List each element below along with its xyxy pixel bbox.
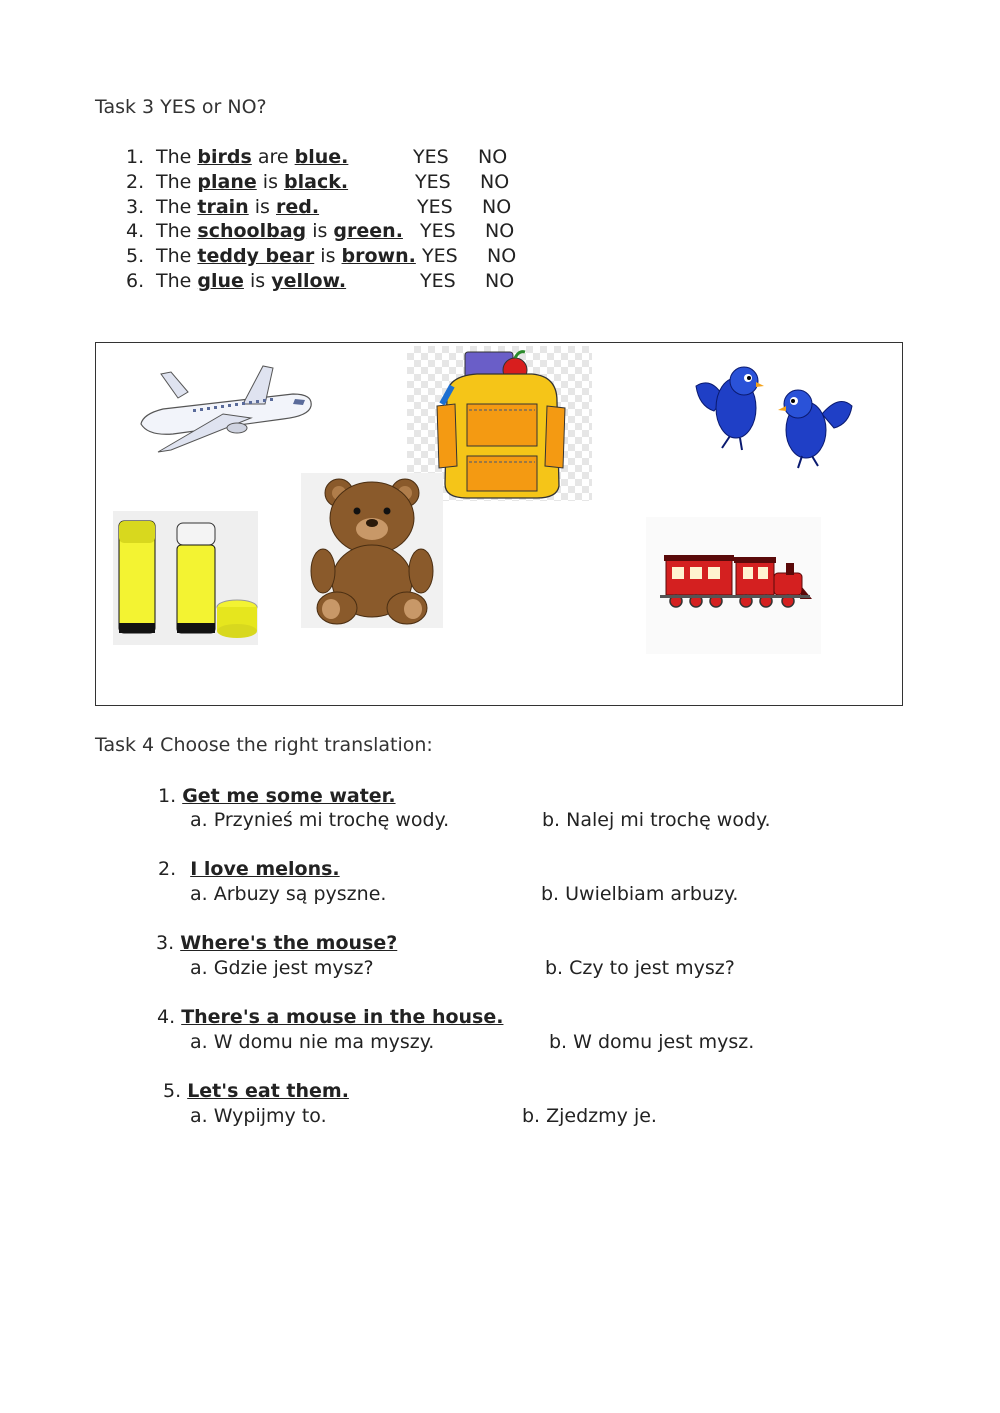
option-b[interactable]: b. W domu jest mysz. — [549, 1031, 755, 1053]
color-word: brown. — [341, 245, 416, 267]
verb: are — [257, 146, 289, 168]
question: I love melons. — [190, 858, 340, 880]
option-a[interactable]: a. W domu nie ma myszy. — [190, 1031, 435, 1053]
noun: birds — [197, 146, 252, 168]
noun: teddy bear — [197, 245, 315, 267]
list-item — [158, 858, 340, 880]
list-item — [126, 270, 346, 292]
item-number: 2. — [158, 858, 177, 880]
yes-option[interactable]: YES — [420, 270, 456, 292]
verb: is — [249, 270, 266, 292]
option-b[interactable]: b. Uwielbiam arbuzy. — [541, 883, 739, 905]
option-b[interactable]: b. Nalej mi trochę wody. — [542, 809, 771, 831]
noun: plane — [197, 171, 257, 193]
option-a[interactable]: a. Arbuzy są pyszne. — [190, 883, 387, 905]
list-item — [157, 1006, 503, 1028]
teddy-bear-image — [301, 473, 443, 628]
no-option[interactable]: NO — [478, 146, 508, 168]
option-b[interactable]: b. Czy to jest mysz? — [545, 957, 735, 979]
task4-heading: Task 4 Choose the right translation: — [95, 734, 433, 756]
yes-option[interactable]: YES — [420, 220, 456, 242]
plane-image — [133, 364, 315, 454]
no-option[interactable]: NO — [485, 270, 515, 292]
yes-option[interactable]: YES — [417, 196, 453, 218]
noun: train — [197, 196, 249, 218]
article: The — [156, 196, 192, 218]
no-option[interactable]: NO — [480, 171, 510, 193]
color-word: black. — [284, 171, 349, 193]
item-number: 5. — [163, 1080, 182, 1102]
color-word: red. — [276, 196, 320, 218]
verb: is — [320, 245, 336, 267]
option-b[interactable]: b. Zjedzmy je. — [522, 1105, 657, 1127]
item-number: 5. — [126, 245, 145, 267]
item-number: 1. — [126, 146, 145, 168]
glue-image — [113, 511, 258, 645]
yes-option[interactable]: YES — [422, 245, 458, 267]
verb: is — [254, 196, 270, 218]
option-a[interactable]: a. Przynieś mi trochę wody. — [190, 809, 450, 831]
article: The — [156, 171, 192, 193]
option-a[interactable]: a. Gdzie jest mysz? — [190, 957, 374, 979]
item-number: 4. — [157, 1006, 176, 1028]
list-item — [163, 1080, 349, 1102]
item-number: 6. — [126, 270, 145, 292]
list-item — [126, 196, 319, 218]
noun: glue — [197, 270, 244, 292]
task3-heading: Task 3 YES or NO? — [95, 96, 267, 118]
color-word: green. — [333, 220, 403, 242]
item-number: 1. — [158, 785, 177, 807]
list-item — [126, 171, 348, 193]
noun: schoolbag — [197, 220, 307, 242]
color-word: yellow. — [271, 270, 347, 292]
verb: is — [262, 171, 278, 193]
birds-image — [694, 356, 854, 472]
article: The — [156, 220, 192, 242]
article: The — [156, 146, 192, 168]
question: There's a mouse in the house. — [181, 1006, 504, 1028]
article: The — [156, 245, 192, 267]
no-option[interactable]: NO — [482, 196, 512, 218]
question: Let's eat them. — [187, 1080, 349, 1102]
yes-option[interactable]: YES — [415, 171, 451, 193]
list-item — [158, 785, 396, 807]
list-item — [156, 932, 397, 954]
list-item — [126, 245, 416, 267]
no-option[interactable]: NO — [485, 220, 515, 242]
color-word: blue. — [294, 146, 349, 168]
question: Get me some water. — [182, 785, 396, 807]
item-number: 3. — [156, 932, 175, 954]
no-option[interactable]: NO — [487, 245, 517, 267]
train-image — [646, 517, 821, 654]
verb: is — [312, 220, 328, 242]
article: The — [156, 270, 192, 292]
list-item — [126, 220, 403, 242]
item-number: 2. — [126, 171, 145, 193]
option-a[interactable]: a. Wypijmy to. — [190, 1105, 327, 1127]
yes-option[interactable]: YES — [413, 146, 449, 168]
item-number: 3. — [126, 196, 145, 218]
list-item — [126, 146, 348, 168]
question: Where's the mouse? — [180, 932, 398, 954]
item-number: 4. — [126, 220, 145, 242]
